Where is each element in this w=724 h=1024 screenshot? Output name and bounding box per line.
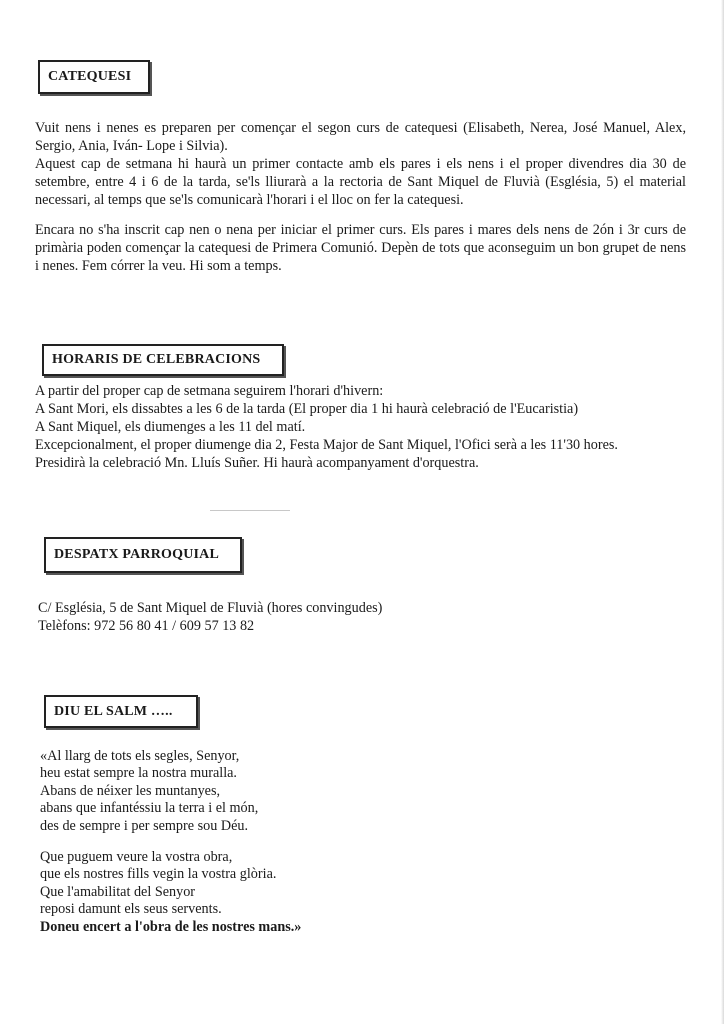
horaris-heading: HORARIS DE CELEBRACIONS: [52, 352, 261, 367]
psalm-line: Que puguem veure la vostra obra,: [40, 849, 233, 866]
catequesi-paragraph-2: Aquest cap de setmana hi haurà un primer contacte amb els pares i els nens i el proper divendres dia 30 de setembre, entre 4 i 6 de la tarda, se'ls lliurarà a la rectoria de Sant Miquel de Fluvià (Església, 5) el material necessari, al temps que se'ls comunicarà l'horari i el lloc on fer la catequesi.: [35, 156, 686, 208]
despatx-heading: DESPATX PARROQUIAL: [54, 547, 219, 562]
horaris-line: Presidirà la celebració Mn. Lluís Suñer. Hi haurà acompanyament d'orquestra.: [35, 455, 479, 471]
stanza-gap: [40, 835, 460, 849]
psalm-line: que els nostres fills vegin la vostra glòria.: [40, 866, 277, 883]
catequesi-text: [35, 119, 686, 275]
salm-heading-box: [44, 695, 198, 728]
catequesi-paragraph-3: Encara no s'ha inscrit cap nen o nena per iniciar el primer curs. Els pares i mares dels nens de 2ón i 3r curs de primària poden començar la catequesi de Primera Comunió. Depèn de tots que aconseguim un bon grupet de nens i nenes. Fem córrer la veu. Hi som a temps.: [35, 222, 686, 274]
psalm-closing-line: Doneu encert a l'obra de les nostres mans.»: [40, 918, 302, 935]
catequesi-heading-box: [38, 60, 150, 94]
despatx-phones: Telèfons: 972 56 80 41 / 609 57 13 82: [38, 618, 255, 634]
psalm-line: abans que infantéssiu la terra i el món,: [40, 800, 259, 817]
psalm-line: heu estat sempre la nostra muralla.: [40, 765, 237, 782]
psalm-line: Abans de néixer les muntanyes,: [40, 782, 221, 799]
salm-text: [40, 748, 460, 936]
salm-heading: DIU EL SALM …..: [54, 703, 173, 719]
paragraph-gap: [35, 209, 686, 221]
psalm-line: reposi damunt els seus servents.: [40, 901, 222, 918]
horaris-heading-box: [42, 344, 284, 376]
horaris-text: [35, 382, 695, 472]
psalm-line: «Al llarg de tots els segles, Senyor,: [40, 748, 240, 764]
psalm-line: des de sempre i per sempre sou Déu.: [40, 817, 249, 834]
catequesi-paragraph-1: Vuit nens i nenes es preparen per començar el segon curs de catequesi (Elisabeth, Nerea, José Manuel, Alex, Sergio, Ania, Iván- Lope i Silvia).: [35, 120, 686, 154]
horaris-line: A partir del proper cap de setmana seguirem l'horari d'hivern:: [35, 383, 384, 399]
scan-smudge: [210, 510, 290, 511]
horaris-line: Excepcionalment, el proper diumenge dia 2, Festa Major de Sant Miquel, l'Ofici serà a les 11'30 hores.: [35, 437, 618, 453]
horaris-line: A Sant Mori, els dissabtes a les 6 de la tarda (El proper dia 1 hi haurà celebració de l'Eucaristia): [35, 401, 579, 417]
horaris-line: A Sant Miquel, els diumenges a les 11 del matí.: [35, 419, 306, 435]
despatx-text: [38, 599, 558, 635]
psalm-line: Que l'amabilitat del Senyor: [40, 883, 196, 900]
despatx-heading-box: [44, 537, 242, 573]
despatx-address: C/ Església, 5 de Sant Miquel de Fluvià (hores convingudes): [38, 600, 383, 616]
catequesi-heading: CATEQUESI: [48, 69, 132, 84]
